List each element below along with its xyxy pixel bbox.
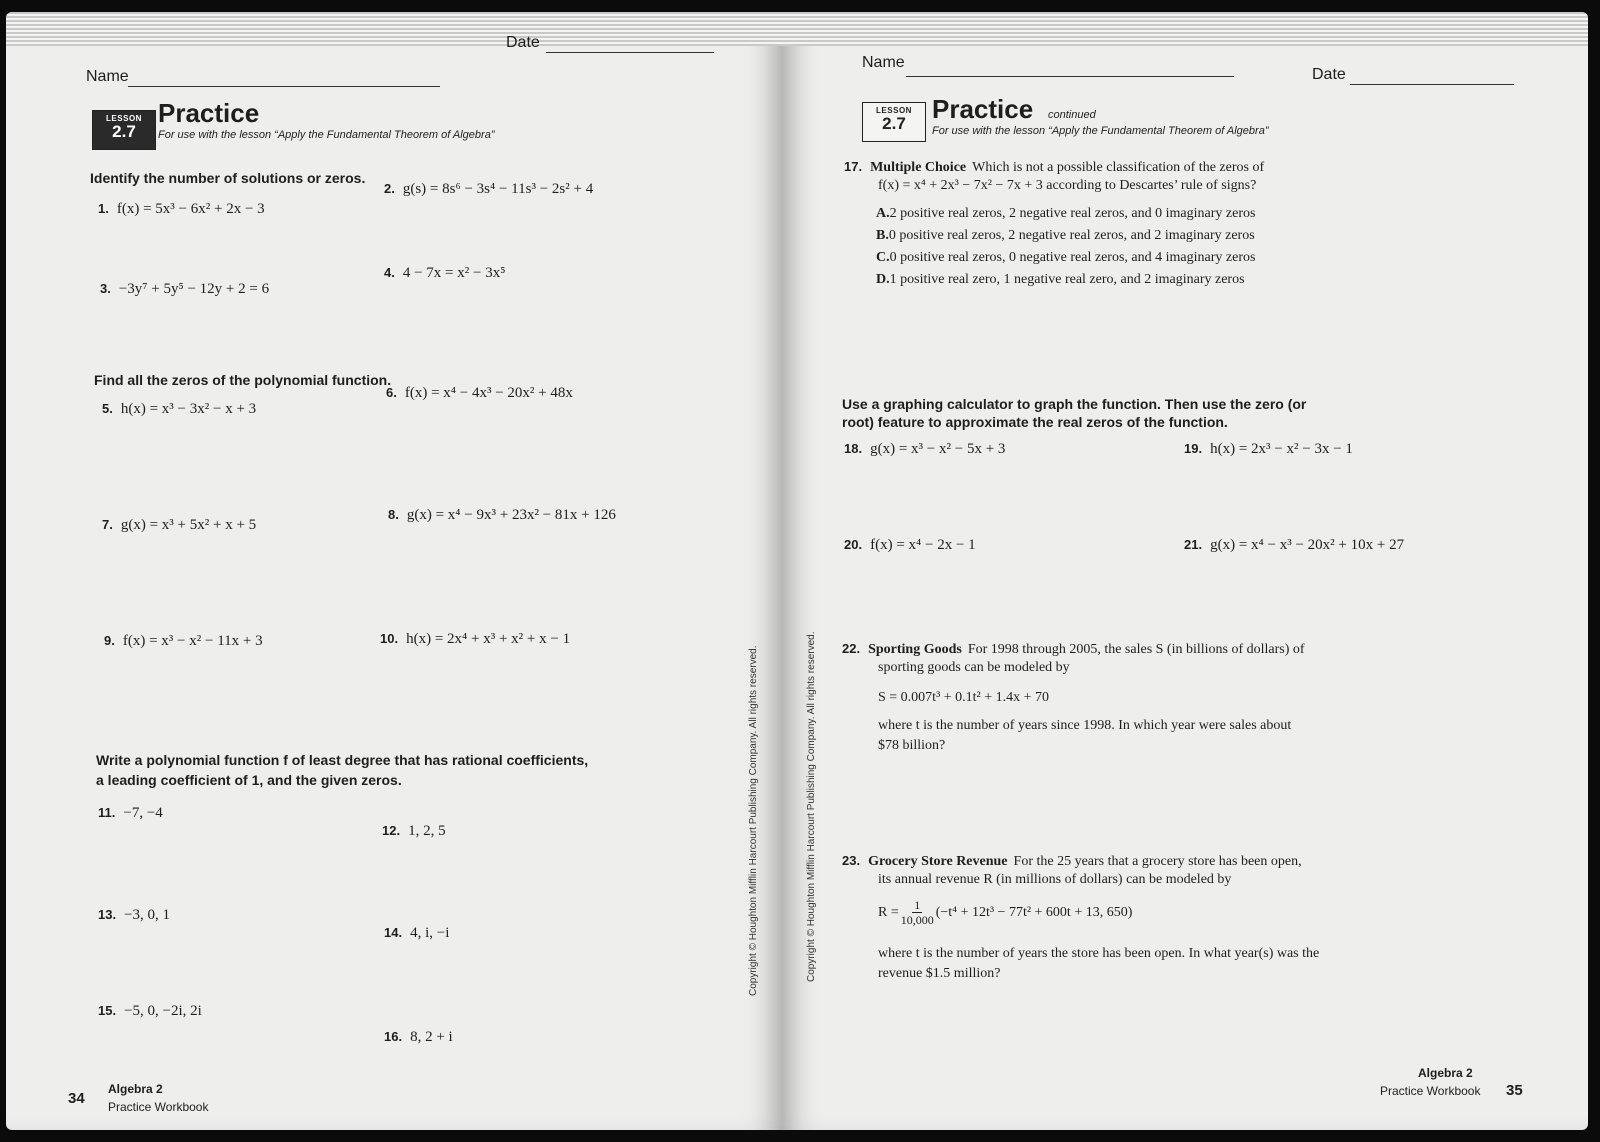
problem-text: −7, −4 — [123, 805, 163, 821]
problem — [98, 200, 265, 218]
problem-number: 6. — [386, 385, 397, 400]
problem-text: f(x) = x⁴ − 2x − 1 — [870, 537, 976, 553]
problem-text: −5, 0, −2i, 2i — [124, 1003, 202, 1019]
problem-text: g(x) = x⁴ − 9x³ + 23x² − 81x + 126 — [406, 507, 616, 523]
problem-number: 20. — [844, 537, 863, 552]
fraction-denominator: 10,000 — [900, 913, 934, 927]
lesson-badge — [92, 110, 156, 150]
choice-text: 0 positive real zeros, 2 negative real zeros, and 2 imaginary zeros — [888, 228, 1255, 243]
problem-text: g(s) = 8s⁶ − 3s⁴ − 11s³ − 2s² + 4 — [402, 181, 594, 197]
problem-text: g(x) = x⁴ − x³ − 20x² + 10x + 27 — [1210, 537, 1405, 553]
problem-number: 8. — [388, 507, 399, 522]
problem-number: 1. — [98, 201, 109, 216]
problem-text-line3: where t is the number of years since 1998. In which year were sales about — [878, 718, 1292, 733]
section-direction: Use a graphing calculator to graph the function. Then use the zero (or — [842, 396, 1307, 412]
lesson-small-label: LESSON — [106, 114, 142, 123]
page-number: 34 — [68, 1090, 85, 1107]
name-line — [128, 86, 440, 87]
page-edges — [782, 12, 1588, 46]
date-label: Date — [1312, 66, 1346, 83]
problem — [98, 906, 170, 924]
problem — [104, 632, 263, 650]
section-direction: Find all the zeros of the polynomial function. — [94, 372, 392, 388]
problem — [384, 264, 505, 282]
problem-text-line4: $78 billion? — [878, 738, 946, 753]
problem-text-line2: f(x) = x⁴ + 2x³ − 7x² − 7x + 3 according to Descartes’ rule of signs? — [878, 178, 1257, 193]
problem-number: 23. — [842, 853, 861, 868]
problem — [1184, 536, 1404, 554]
page-edges — [6, 12, 782, 46]
choice-letter: C. — [876, 250, 890, 265]
problem-title: Multiple Choice — [870, 160, 967, 175]
problem-title: Sporting Goods — [868, 642, 962, 657]
problem-text: f(x) = x³ − x² − 11x + 3 — [122, 633, 263, 649]
page-title: Practice — [158, 98, 260, 128]
formula: S = 0.007t³ + 0.1t² + 1.4x + 70 — [878, 690, 1050, 705]
choice-letter: A. — [876, 206, 890, 221]
section-direction-line2: root) feature to approximate the real zeros of the function. — [842, 414, 1228, 430]
fraction — [901, 898, 934, 927]
problem-number: 14. — [384, 925, 403, 940]
problem-text-line2: its annual revenue R (in millions of dollars) can be modeled by — [878, 872, 1232, 887]
lesson-badge — [862, 102, 926, 142]
choice-letter: D. — [876, 272, 890, 287]
page-subtitle: For use with the lesson “Apply the Fundamental Theorem of Algebra” — [932, 125, 1269, 137]
continued-label: continued — [1048, 109, 1096, 121]
formula — [878, 898, 1132, 927]
problem-text: Which is not a possible classification of the zeros of — [972, 160, 1265, 175]
problem-number: 16. — [384, 1029, 403, 1044]
formula-rhs: (−t⁴ + 12t³ − 77t² + 600t + 13, 650) — [935, 904, 1133, 920]
problem-number: 12. — [382, 823, 401, 838]
section-direction-line2: a leading coefficient of 1, and the given zeros. — [96, 772, 402, 788]
problem-text-line3: where t is the number of years the store has been open. In what year(s) was the — [878, 946, 1320, 961]
lesson-number: 2.7 — [882, 114, 906, 133]
problem — [100, 280, 269, 298]
choice-a — [876, 204, 1255, 222]
name-line — [906, 76, 1234, 77]
problem-22 — [842, 640, 1305, 658]
problem-number: 15. — [98, 1003, 117, 1018]
right-page — [782, 12, 1588, 1130]
date-line — [1350, 84, 1514, 85]
problem — [844, 536, 976, 554]
problem — [1184, 440, 1353, 458]
name-label: Name — [862, 54, 905, 71]
page-title: Practice — [932, 94, 1034, 124]
problem — [844, 440, 1005, 458]
problem-text: For the 25 years that a grocery store has been open, — [1013, 854, 1302, 869]
left-page — [6, 12, 782, 1130]
footer-title: Algebra 2 — [108, 1082, 163, 1096]
problem — [386, 384, 573, 402]
problem-text: −3, 0, 1 — [124, 907, 171, 923]
problem-number: 3. — [100, 281, 111, 296]
problem — [102, 516, 256, 534]
problem-number: 7. — [102, 517, 113, 532]
problem-text: h(x) = 2x³ − x² − 3x − 1 — [1210, 441, 1353, 457]
problem — [384, 1028, 453, 1046]
problem-text: 4, i, −i — [410, 925, 450, 941]
problem — [384, 180, 593, 198]
problem-number: 2. — [384, 181, 395, 196]
problem-17 — [844, 158, 1264, 176]
problem-number: 17. — [844, 159, 863, 174]
problem — [102, 400, 256, 418]
copyright-notice: Copyright © Houghton Mifflin Harcourt Publishing Company. All rights reserved. — [748, 645, 759, 996]
copyright-notice: Copyright © Houghton Mifflin Harcourt Publishing Company. All rights reserved. — [806, 631, 817, 982]
choice-d — [876, 270, 1245, 288]
problem-number: 10. — [380, 631, 399, 646]
choice-text: 1 positive real zero, 1 negative real zero, and 2 imaginary zeros — [889, 272, 1245, 287]
footer-title: Algebra 2 — [1418, 1066, 1473, 1080]
problem-text: For 1998 through 2005, the sales S (in billions of dollars) of — [967, 642, 1305, 657]
problem-text: h(x) = 2x⁴ + x³ + x² + x − 1 — [406, 631, 571, 647]
formula-lhs: R = — [878, 904, 899, 920]
problem-text-line4: revenue $1.5 million? — [878, 966, 1001, 981]
problem-text: f(x) = 5x³ − 6x² + 2x − 3 — [116, 201, 265, 217]
problem-text: 1, 2, 5 — [408, 823, 446, 839]
problem-number: 13. — [98, 907, 117, 922]
problem-number: 4. — [384, 265, 395, 280]
problem-number: 11. — [98, 805, 116, 820]
problem-title: Grocery Store Revenue — [868, 854, 1008, 869]
problem-23 — [842, 852, 1302, 870]
problem-number: 9. — [104, 633, 115, 648]
choice-c — [876, 248, 1255, 266]
section-direction: Write a polynomial function f of least degree that has rational coefficients, — [96, 752, 589, 768]
date-line — [546, 52, 714, 53]
name-label: Name — [86, 68, 129, 85]
problem — [382, 822, 446, 840]
lesson-number: 2.7 — [112, 122, 136, 141]
problem-number: 21. — [1184, 537, 1203, 552]
choice-text: 2 positive real zeros, 2 negative real zeros, and 0 imaginary zeros — [889, 206, 1256, 221]
section-direction: Identify the number of solutions or zeros. — [90, 170, 366, 186]
problem-text: f(x) = x⁴ − 4x³ − 20x² + 48x — [404, 385, 573, 401]
problem-text: 4 − 7x = x² − 3x⁵ — [402, 265, 506, 281]
problem-text: g(x) = x³ + 5x² + x + 5 — [120, 517, 257, 533]
problem-number: 18. — [844, 441, 863, 456]
date-label: Date — [506, 34, 540, 51]
problem-number: 22. — [842, 641, 861, 656]
problem-number: 19. — [1184, 441, 1203, 456]
footer-subtitle: Practice Workbook — [108, 1100, 209, 1114]
choice-b — [876, 226, 1255, 244]
page-number: 35 — [1506, 1082, 1523, 1099]
problem-text: −3y⁷ + 5y⁵ − 12y + 2 = 6 — [118, 281, 270, 297]
fraction-numerator: 1 — [914, 898, 921, 912]
choice-text: 0 positive real zeros, 0 negative real zeros, and 4 imaginary zeros — [889, 250, 1256, 265]
lesson-small-label: LESSON — [876, 106, 912, 115]
choice-letter: B. — [876, 228, 889, 243]
problem — [388, 506, 616, 524]
footer-subtitle: Practice Workbook — [1380, 1084, 1481, 1098]
problem — [380, 630, 570, 648]
problem-text: h(x) = x³ − 3x² − x + 3 — [120, 401, 257, 417]
problem-text: g(x) = x³ − x² − 5x + 3 — [870, 441, 1006, 457]
problem-text: 8, 2 + i — [410, 1029, 453, 1045]
problem — [98, 804, 163, 822]
problem-text-line2: sporting goods can be modeled by — [878, 660, 1070, 675]
problem — [384, 924, 449, 942]
problem — [98, 1002, 202, 1020]
problem-number: 5. — [102, 401, 113, 416]
page-subtitle: For use with the lesson “Apply the Fundamental Theorem of Algebra” — [158, 129, 495, 141]
